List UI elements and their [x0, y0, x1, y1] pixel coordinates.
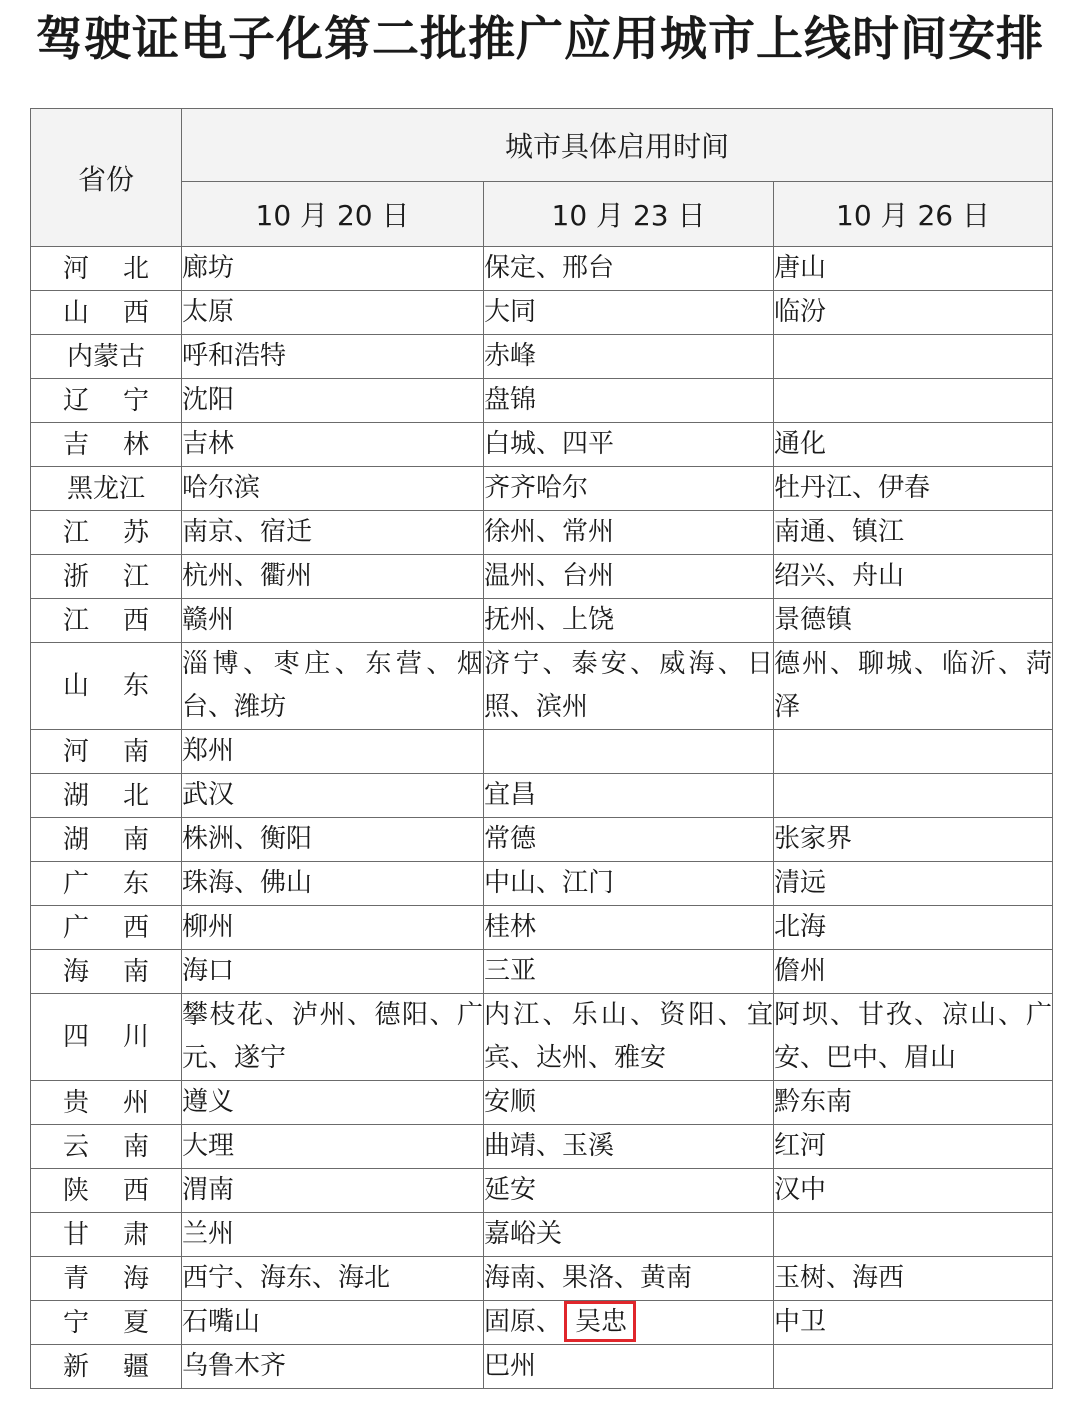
cities-date-1 — [182, 1345, 484, 1389]
cities-text: 嘉峪关 — [484, 1219, 563, 1249]
table-row — [31, 555, 1053, 599]
cities-date-2 — [484, 247, 774, 291]
cities-text: 齐齐哈尔 — [484, 473, 589, 503]
cities-date-2 — [484, 379, 774, 423]
cities-text: 温州、台州 — [484, 561, 615, 591]
province-cell — [31, 511, 182, 555]
cities-date-3 — [774, 335, 1053, 379]
cities-text: 德州、聊城、临沂、菏泽 — [774, 649, 1053, 722]
cities-date-1 — [182, 291, 484, 335]
province-label: 吉林 — [63, 429, 149, 460]
province-cell — [31, 467, 182, 511]
cities-date-1 — [182, 247, 484, 291]
cities-date-1 — [182, 1213, 484, 1257]
table-row — [31, 1213, 1053, 1257]
province-label: 河南 — [63, 736, 149, 767]
province-label: 湖北 — [63, 780, 149, 811]
cities-text: 吉林 — [182, 429, 235, 459]
cities-text: 抚州、上饶 — [484, 605, 615, 635]
province-label: 山东 — [63, 671, 149, 701]
cities-date-1 — [182, 818, 484, 862]
table-row — [31, 423, 1053, 467]
table-row — [31, 818, 1053, 862]
cities-date-1 — [182, 994, 484, 1081]
cities-text: 宜昌 — [484, 780, 537, 810]
cities-text: 延安 — [484, 1175, 537, 1205]
header-province: 省份 — [31, 109, 182, 247]
table-body — [31, 247, 1053, 1389]
cities-date-2 — [484, 1125, 774, 1169]
cities-text: 遵义 — [182, 1087, 235, 1117]
cities-text: 巴州 — [484, 1351, 537, 1381]
table-row — [31, 1125, 1053, 1169]
province-label: 内蒙古 — [66, 341, 145, 372]
province-label: 四川 — [63, 1022, 149, 1052]
table-row — [31, 906, 1053, 950]
cities-date-1 — [182, 643, 484, 730]
table-row — [31, 335, 1053, 379]
cities-text: 济宁、泰安、威海、日照、滨州 — [484, 649, 773, 722]
cities-date-2 — [484, 423, 774, 467]
cities-date-3 — [774, 555, 1053, 599]
cities-date-3 — [774, 423, 1053, 467]
cities-date-1 — [182, 555, 484, 599]
cities-date-3 — [774, 818, 1053, 862]
schedule-table — [30, 108, 1053, 1389]
table-row — [31, 774, 1053, 818]
cities-text: 内江、乐山、资阳、宜宾、达州、雅安 — [484, 1000, 773, 1073]
cities-text: 赤峰 — [484, 341, 537, 371]
cities-text: 西宁、海东、海北 — [182, 1263, 391, 1293]
province-cell — [31, 555, 182, 599]
province-cell — [31, 906, 182, 950]
cities-text: 玉树、海西 — [774, 1263, 905, 1293]
cities-text: 儋州 — [774, 956, 827, 986]
cities-date-1 — [182, 950, 484, 994]
cities-text: 柳州 — [182, 912, 235, 942]
cities-date-2 — [484, 818, 774, 862]
cities-date-3 — [774, 1169, 1053, 1213]
cities-text: 株洲、衡阳 — [182, 824, 313, 854]
cities-date-2 — [484, 1301, 774, 1345]
cities-date-2 — [484, 511, 774, 555]
cities-date-2 — [484, 599, 774, 643]
cities-date-1 — [182, 1301, 484, 1345]
province-label: 甘肃 — [63, 1219, 149, 1250]
cities-text: 阿坝、甘孜、凉山、广安、巴中、眉山 — [774, 1000, 1053, 1073]
province-label: 广东 — [63, 868, 149, 899]
cities-date-3 — [774, 1213, 1053, 1257]
cities-date-3 — [774, 994, 1053, 1081]
cities-text: 南京、宿迁 — [182, 517, 313, 547]
province-cell — [31, 1081, 182, 1125]
cities-date-2 — [484, 643, 774, 730]
cities-text: 石嘴山 — [182, 1307, 261, 1337]
province-label: 黑龙江 — [66, 473, 145, 504]
cities-text: 白城、四平 — [484, 429, 615, 459]
province-cell — [31, 1257, 182, 1301]
cities-date-3 — [774, 774, 1053, 818]
table-row — [31, 1345, 1053, 1389]
cities-text: 海南、果洛、黄南 — [484, 1263, 693, 1293]
cities-date-2 — [484, 335, 774, 379]
province-cell — [31, 862, 182, 906]
cities-date-2 — [484, 906, 774, 950]
cities-text: 清远 — [774, 868, 827, 898]
cities-text: 南通、镇江 — [774, 517, 905, 547]
table-row — [31, 950, 1053, 994]
cities-text: 乌鲁木齐 — [182, 1351, 287, 1381]
cities-date-1 — [182, 906, 484, 950]
table-row — [31, 994, 1053, 1081]
cities-date-1 — [182, 511, 484, 555]
province-cell — [31, 950, 182, 994]
province-label: 海南 — [63, 956, 149, 987]
cities-date-3 — [774, 467, 1053, 511]
province-cell — [31, 335, 182, 379]
table-row — [31, 291, 1053, 335]
province-cell — [31, 291, 182, 335]
cities-date-3 — [774, 950, 1053, 994]
province-label: 新疆 — [63, 1351, 149, 1382]
header-date-3: 10 月 26 日 — [774, 182, 1053, 247]
cities-text: 郑州 — [182, 736, 235, 766]
table-row — [31, 643, 1053, 730]
page-title: 驾驶证电子化第二批推广应用城市上线时间安排 — [36, 12, 1044, 67]
province-cell — [31, 1345, 182, 1389]
cities-date-2 — [484, 1169, 774, 1213]
header-date-1: 10 月 20 日 — [182, 182, 484, 247]
cities-date-3 — [774, 1345, 1053, 1389]
cities-date-2 — [484, 774, 774, 818]
cities-date-2 — [484, 1345, 774, 1389]
cities-text: 张家界 — [774, 824, 853, 854]
province-cell — [31, 247, 182, 291]
province-cell — [31, 994, 182, 1081]
cities-date-2 — [484, 950, 774, 994]
province-label: 河北 — [63, 253, 149, 284]
cities-text: 廊坊 — [182, 253, 235, 283]
cities-text: 兰州 — [182, 1219, 235, 1249]
cities-date-3 — [774, 730, 1053, 774]
table-row — [31, 1081, 1053, 1125]
cities-text: 淄博、枣庄、东营、烟台、潍坊 — [182, 649, 483, 722]
table-row — [31, 599, 1053, 643]
cities-text: 珠海、佛山 — [182, 868, 313, 898]
table-row — [31, 1169, 1053, 1213]
cities-text: 安顺 — [484, 1087, 537, 1117]
cities-text: 三亚 — [484, 956, 537, 986]
province-cell — [31, 423, 182, 467]
cities-text: 攀枝花、泸州、德阳、广元、遂宁 — [182, 1000, 483, 1073]
cities-text: 黔东南 — [774, 1087, 853, 1117]
table-row — [31, 247, 1053, 291]
cities-text: 沈阳 — [182, 385, 235, 415]
cities-date-3 — [774, 599, 1053, 643]
province-label: 陕西 — [63, 1175, 149, 1206]
table-row — [31, 511, 1053, 555]
cities-date-1 — [182, 1257, 484, 1301]
cities-date-3 — [774, 511, 1053, 555]
cities-text: 曲靖、玉溪 — [484, 1131, 615, 1161]
table-row — [31, 730, 1053, 774]
province-label: 云南 — [63, 1131, 149, 1162]
cities-text: 呼和浩特 — [182, 341, 287, 371]
province-label: 江苏 — [63, 517, 149, 548]
province-cell — [31, 1125, 182, 1169]
cities-date-2 — [484, 291, 774, 335]
cities-text: 太原 — [182, 297, 235, 327]
cities-date-3 — [774, 1301, 1053, 1345]
province-cell — [31, 818, 182, 862]
province-label: 浙江 — [63, 561, 149, 592]
cities-text: 武汉 — [182, 780, 235, 810]
province-cell — [31, 1213, 182, 1257]
province-cell — [31, 1169, 182, 1213]
cities-text: 唐山 — [774, 253, 827, 283]
table-row — [31, 862, 1053, 906]
cities-text: 渭南 — [182, 1175, 235, 1205]
province-label: 贵州 — [63, 1087, 149, 1118]
table-row — [31, 1257, 1053, 1301]
cities-date-1 — [182, 1125, 484, 1169]
cities-date-1 — [182, 1169, 484, 1213]
cities-text: 桂林 — [484, 912, 537, 942]
cities-date-1 — [182, 730, 484, 774]
province-cell — [31, 730, 182, 774]
cities-date-3 — [774, 1081, 1053, 1125]
cities-text: 景德镇 — [774, 605, 853, 635]
province-label: 辽宁 — [63, 385, 149, 416]
cities-text: 海口 — [182, 956, 235, 986]
cities-date-2 — [484, 467, 774, 511]
header-date-2: 10 月 23 日 — [484, 182, 774, 247]
cities-date-1 — [182, 862, 484, 906]
cities-date-1 — [182, 335, 484, 379]
cities-date-1 — [182, 599, 484, 643]
cities-date-2 — [484, 730, 774, 774]
cities-text: 保定、邢台 — [484, 253, 615, 283]
cities-date-3 — [774, 1125, 1053, 1169]
province-label: 青海 — [63, 1263, 149, 1294]
cities-text: 杭州、衢州 — [182, 561, 313, 591]
cities-text: 中山、江门 — [484, 868, 615, 898]
cities-date-2 — [484, 555, 774, 599]
cities-date-2 — [484, 1081, 774, 1125]
cities-date-1 — [182, 467, 484, 511]
province-label: 山西 — [63, 297, 149, 328]
cities-date-1 — [182, 1081, 484, 1125]
province-cell — [31, 643, 182, 730]
province-cell — [31, 1301, 182, 1345]
cities-text: 大理 — [182, 1131, 235, 1161]
cities-date-2 — [484, 994, 774, 1081]
cities-text: 临汾 — [774, 297, 827, 327]
cities-date-3 — [774, 862, 1053, 906]
province-cell — [31, 599, 182, 643]
cities-date-3 — [774, 1257, 1053, 1301]
cities-date-1 — [182, 774, 484, 818]
table-row — [31, 1301, 1053, 1345]
header-date-group: 城市具体启用时间 — [182, 109, 1053, 182]
province-cell — [31, 774, 182, 818]
cities-text: 中卫 — [774, 1307, 827, 1337]
cities-text: 大同 — [484, 297, 537, 327]
cities-date-2 — [484, 1213, 774, 1257]
cities-date-3 — [774, 379, 1053, 423]
province-label: 广西 — [63, 912, 149, 943]
cities-text: 哈尔滨 — [182, 473, 261, 503]
cities-text: 通化 — [774, 429, 827, 459]
cities-text: 绍兴、舟山 — [774, 561, 905, 591]
cities-text: 红河 — [774, 1131, 827, 1161]
cities-text: 赣州 — [182, 605, 235, 635]
cities-text: 常德 — [484, 824, 537, 854]
cities-date-3 — [774, 291, 1053, 335]
cities-date-2 — [484, 1257, 774, 1301]
cities-text: 徐州、常州 — [484, 517, 615, 547]
province-label: 湖南 — [63, 824, 149, 855]
highlighted-city: 吴忠 — [564, 1301, 636, 1342]
cities-date-1 — [182, 379, 484, 423]
cities-date-2 — [484, 862, 774, 906]
table-row — [31, 467, 1053, 511]
cities-text: 固原、 — [484, 1307, 563, 1337]
province-label: 江西 — [63, 605, 149, 636]
cities-date-3 — [774, 906, 1053, 950]
province-cell — [31, 379, 182, 423]
cities-text: 盘锦 — [484, 385, 537, 415]
cities-text: 北海 — [774, 912, 827, 942]
province-label: 宁夏 — [63, 1307, 149, 1338]
cities-date-1 — [182, 423, 484, 467]
cities-text: 汉中 — [774, 1175, 827, 1205]
table-row — [31, 379, 1053, 423]
cities-text: 牡丹江、伊春 — [774, 473, 931, 503]
cities-date-3 — [774, 643, 1053, 730]
cities-date-3 — [774, 247, 1053, 291]
